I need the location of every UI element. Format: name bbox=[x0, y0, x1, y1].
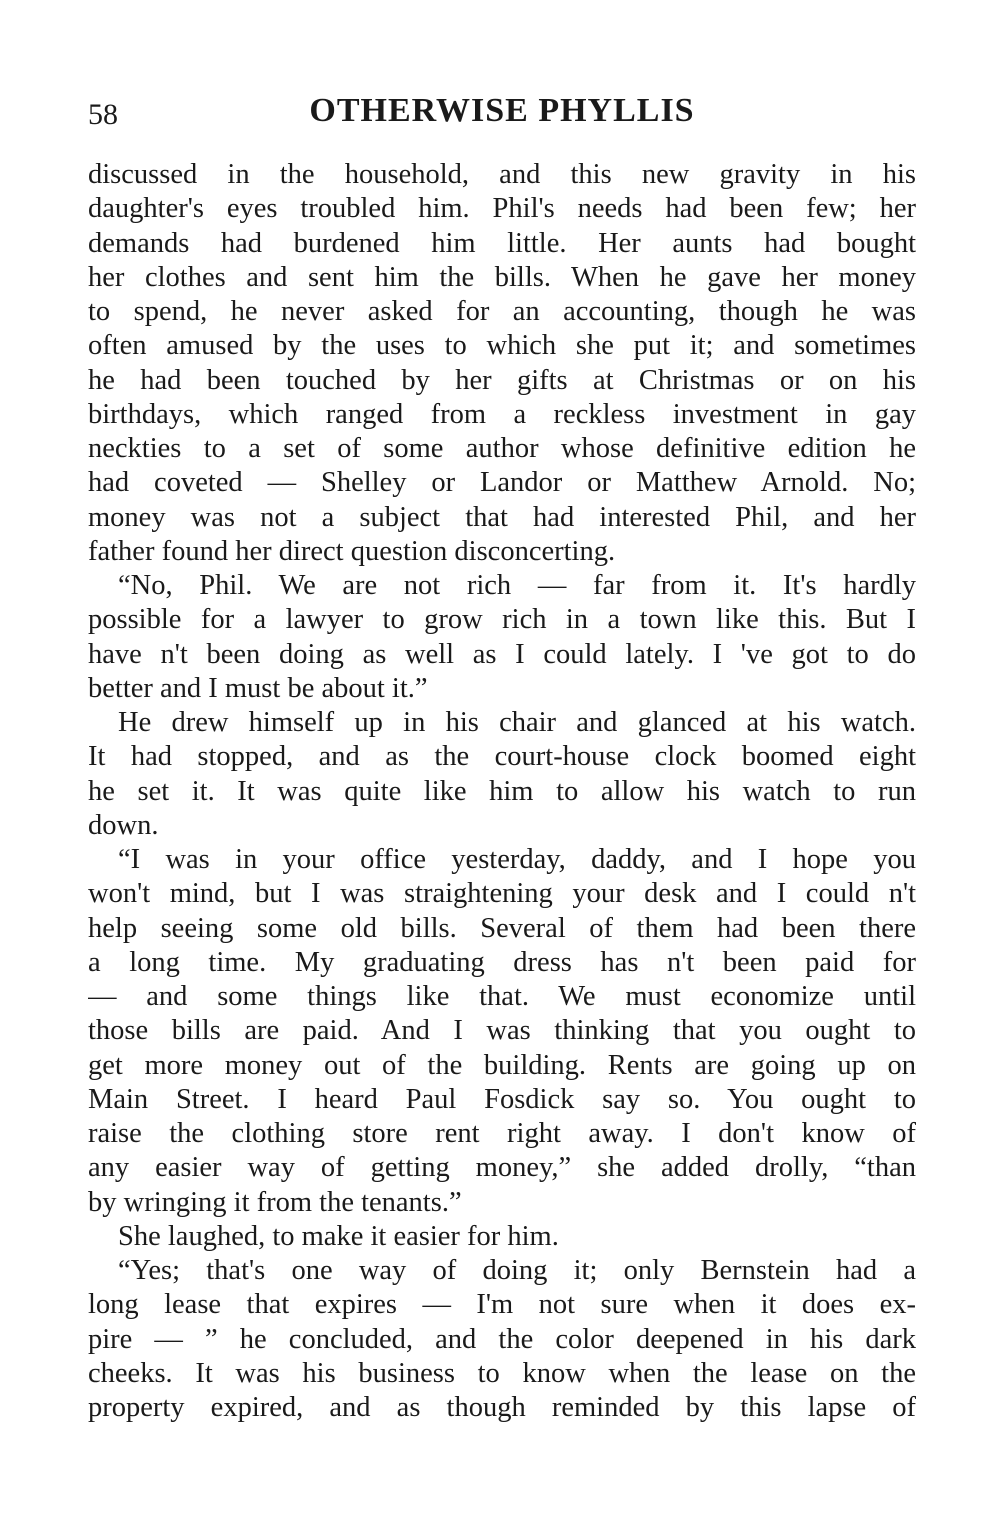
page-header bbox=[88, 92, 916, 144]
text-line: neckties to a set of some author whose definitive edition he bbox=[88, 433, 916, 464]
text-line: won't mind, but I was straightening your desk and I could n't bbox=[88, 878, 916, 910]
text-line: her clothes and sent him the bills. When he gave her money bbox=[88, 261, 916, 293]
text-line: have n't been doing as well as I could lately. I 've got to do bbox=[88, 638, 916, 670]
text-line: any easier way of getting money,” she added drolly, “than bbox=[88, 1152, 916, 1184]
text-line: raise the clothing store rent right away. I don't know of bbox=[88, 1118, 916, 1149]
text-line: “No, Phil. We are not rich — far from it. It's hardly bbox=[118, 570, 916, 601]
text-line: “Yes; that's one way of doing it; only Bernstein had a bbox=[118, 1255, 916, 1286]
text-line: to spend, he never asked for an accounting, though he was bbox=[88, 296, 916, 327]
body-text bbox=[88, 158, 916, 1425]
text-line: money was not a subject that had interested Phil, and her bbox=[88, 501, 916, 533]
text-line: property expired, and as though reminded by this lapse of bbox=[88, 1392, 916, 1423]
text-line: demands had burdened him little. Her aunts had bought bbox=[88, 227, 916, 259]
text-line: often amused by the uses to which she put it; and sometimes bbox=[88, 330, 916, 362]
text-line: father found her direct question disconcerting. bbox=[88, 535, 616, 567]
text-line: he set it. It was quite like him to allow his watch to run bbox=[88, 775, 916, 807]
text-line: had coveted — Shelley or Landor or Matthew Arnold. No; bbox=[88, 467, 916, 499]
text-line: he had been touched by her gifts at Christmas or on his bbox=[88, 364, 916, 396]
text-line: long lease that expires — I'm not sure when it does ex- bbox=[88, 1289, 916, 1321]
running-title: OTHERWISE PHYLLIS bbox=[309, 92, 695, 129]
text-line: by wringing it from the tenants.” bbox=[88, 1186, 462, 1218]
text-line: It had stopped, and as the court-house clock boomed eight bbox=[88, 741, 916, 773]
text-line: help seeing some old bills. Several of them had been there bbox=[88, 912, 916, 944]
text-line: get more money out of the building. Rents are going up on bbox=[88, 1049, 916, 1081]
page-number: 58 bbox=[88, 98, 118, 131]
text-line: birthdays, which ranged from a reckless investment in gay bbox=[88, 398, 916, 430]
text-line: “I was in your office yesterday, daddy, and I hope you bbox=[118, 844, 916, 875]
text-line: Main Street. I heard Paul Fosdick say so. You ought to bbox=[88, 1083, 916, 1115]
text-line: down. bbox=[88, 809, 159, 841]
text-line: possible for a lawyer to grow rich in a town like this. But I bbox=[88, 604, 916, 636]
text-line: those bills are paid. And I was thinking that you ought to bbox=[88, 1015, 916, 1047]
text-line: a long time. My graduating dress has n't been paid for bbox=[88, 946, 916, 978]
text-line: — and some things like that. We must economize until bbox=[88, 981, 916, 1012]
text-line: He drew himself up in his chair and glanced at his watch. bbox=[118, 707, 916, 738]
text-line: daughter's eyes troubled him. Phil's needs had been few; her bbox=[88, 193, 916, 225]
text-line: better and I must be about it.” bbox=[88, 672, 428, 704]
text-line: discussed in the household, and this new gravity in his bbox=[88, 159, 916, 190]
text-line: pire — ” he concluded, and the color deepened in his dark bbox=[88, 1323, 916, 1355]
text-line: She laughed, to make it easier for him. bbox=[118, 1220, 559, 1252]
text-line: cheeks. It was his business to know when the lease on the bbox=[88, 1357, 916, 1389]
